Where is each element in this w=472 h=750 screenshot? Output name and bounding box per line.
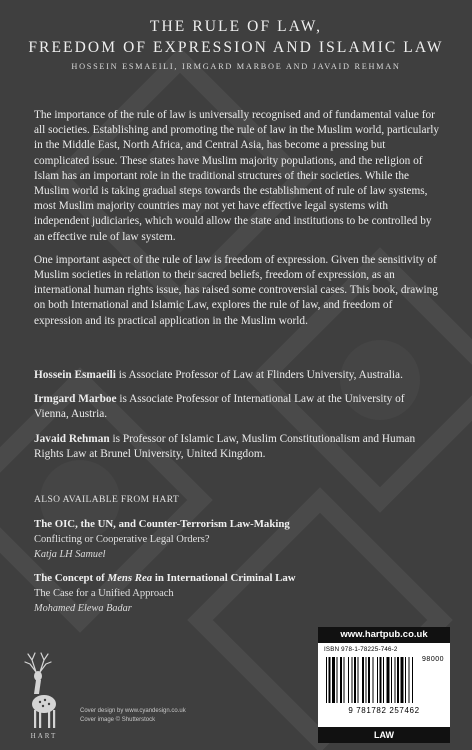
cover-credits [80,707,186,724]
author-bio-text: is Associate Professor of International Law at the University of Vienna, Austria. [34,393,405,421]
book-title-line-2: FREEDOM OF EXPRESSION AND ISLAMIC LAW [28,39,444,56]
blurb [34,108,440,337]
related-book-author: Katja LH Samuel [34,549,106,560]
author-name: Hossein Esmaeili [34,369,116,381]
author-bio [34,368,440,383]
publisher-url: www.hartpub.co.uk [318,627,450,643]
book-authors: HOSSEIN ESMAEILI, IRMGARD MARBOE AND JAVAID REHMAN [71,62,401,71]
related-book-title-text: The Concept of [34,572,108,584]
barcode-box [318,627,450,743]
related-book [34,517,354,562]
related-book-author: Mohamed Elewa Badar [34,603,132,614]
related-book-title-italic: Mens Rea [107,572,153,584]
author-bio-text: is Associate Professor of Law at Flinders University, Australia. [115,369,403,381]
barcode-digits: 9 781782 257462 [348,706,420,715]
barcode-graphic [324,657,444,705]
blurb-paragraph-1: The importance of the rule of law is universally recognised and of fundamental value for all societies. Establishing and promoting the rule of law in the Muslim world, particularly in the Middle East, North Africa, and Central Asia, has become a pressing but complicated issue. These states have Muslim majority populations, and the religion of Islam has an important role in the traditional structures of their societies. While the Muslim world is taking gradual steps towards the establishment of rule of law systems, most Muslim majority countries may not yet have effective legal systems with independent judiciaries, which would allow the state and institutions to be controlled by an effective rule of law system. [34,109,440,243]
publisher-logo-text: HART [30,732,58,740]
related-book [34,571,354,616]
cover-design-credit: Cover design by www.cyandesign.co.uk [80,708,186,714]
category-label: LAW [318,727,450,743]
isbn: ISBN 978-1-78225-746-2 [324,646,398,653]
related-book-title [34,517,354,532]
also-available-section [34,495,354,625]
title-block [0,16,472,71]
author-name: Javaid Rehman [34,432,110,445]
blurb-paragraph-2: One important aspect of the rule of law is freedom of expression. Given the sensitivity of Muslim societies in relation to their sacred beliefs, freedom of expression, as an international human rights issue, has raised some controversial cases. This book, drawing on both International and Islamic Law, explores the rule of law, and freedom of expression and its practical application in the Muslim world. [34,253,438,327]
author-bio-text: is Professor of Islamic Law, Muslim Constitutionalism and Human Rights Law at Brunel University, United Kingdom. [34,432,416,460]
author-bio [34,392,440,422]
cover-image-credit: Cover image © Shutterstock [80,716,156,723]
related-book-subtitle: Conflicting or Cooperative Legal Orders? [34,534,210,545]
related-book-title-text-end: in International Criminal Law [152,572,296,584]
also-available-heading: ALSO AVAILABLE FROM HART [34,495,180,505]
price-code: 98000 [422,656,444,663]
related-book-title-text: The OIC, the UN, and Counter-Terrorism Law-Making [34,518,290,530]
related-book-title [34,571,354,586]
related-book-subtitle: The Case for a Unified Approach [34,588,174,599]
author-bios [34,368,440,471]
author-bio [34,432,440,462]
author-name: Irmgard Marboe [34,393,117,406]
book-title-line-1: THE RULE OF LAW, [149,18,323,35]
